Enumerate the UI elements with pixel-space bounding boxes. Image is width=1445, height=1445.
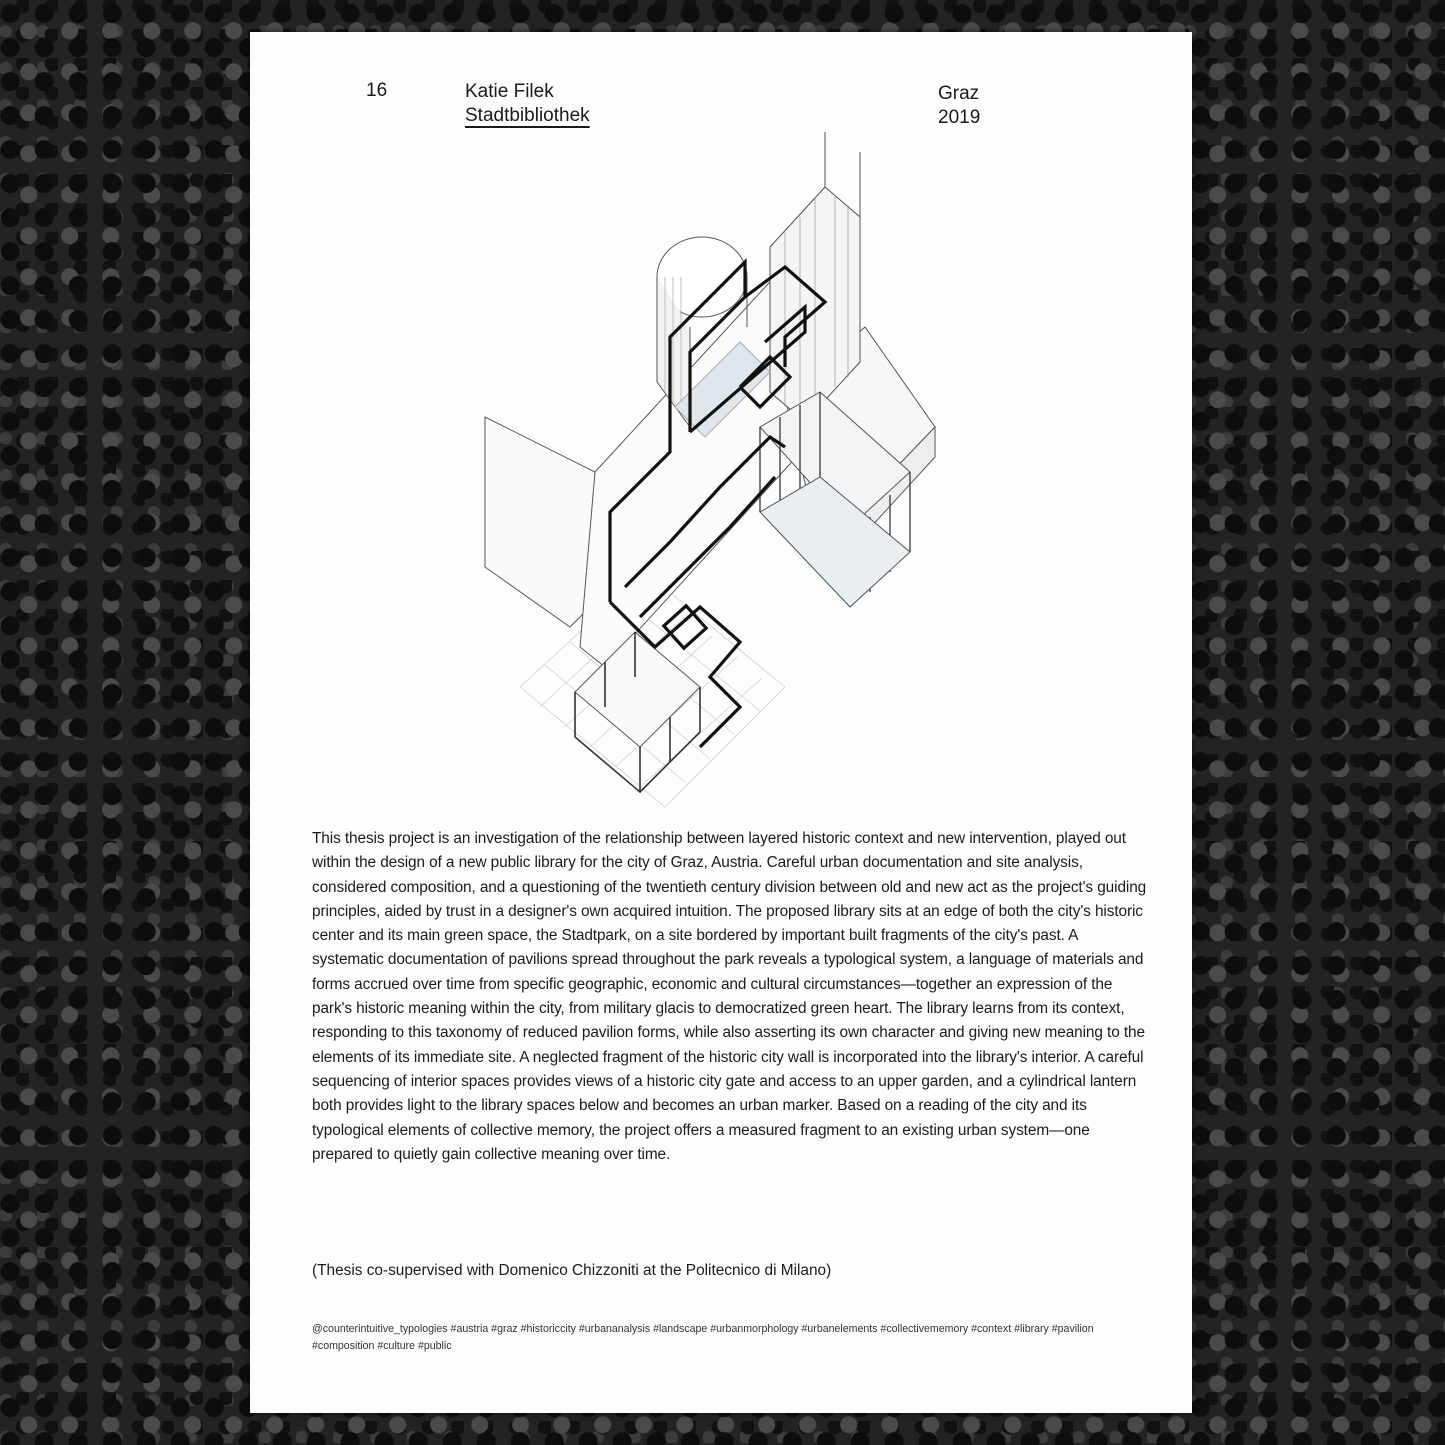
thesis-credit: (Thesis co-supervised with Domenico Chizzoniti at the Politecnico di Milano): [312, 1262, 832, 1279]
axonometric-drawing: [440, 127, 960, 827]
magazine-page: [250, 32, 1192, 1413]
hashtag-list: @counterintuitive_typologies #austria #graz #historiccity #urbananalysis #landscape #urbanmorphology #urbanelements #collectivememory #context #library #pavilion #composition #culture #public: [312, 1323, 1094, 1352]
project-title: Stadtbibliothek: [465, 105, 590, 126]
page-number: 16: [366, 80, 388, 101]
project-city: Graz: [938, 83, 980, 104]
project-year: 2019: [938, 107, 981, 128]
author-name: Katie Filek: [465, 81, 554, 102]
body-paragraph: This thesis project is an investigation of the relationship between layered historic context and new intervention, played out within the design of a new public library for the city of Graz, Austria. Careful urban documentation and site analysis, considered composition, and a questioning of the twentieth century division between old and new act as the project's guiding principles, aided by trust in a designer's own acquired intuition. The proposed library sits at an edge of both the city's historic center and its main green space, the Stadtpark, on a site bordered by important built fragments of the city's past. A systematic documentation of pavilions spread throughout the park reveals a typological system, a language of materials and forms accrued over time from specific geographic, economic and cultural circumstances—together an expression of the park's historic meaning within the city, from military glacis to democratized green heart. The library learns from its context, responding to this taxonomy of reduced pavilion forms, while also asserting its own character and giving new meaning to the elements of its immediate site. A neglected fragment of the historic city wall is incorporated into the library's interior. A careful sequencing of interior spaces provides views of a historic city gate and access to an upper garden, and a cylindrical lantern both provides light to the library spaces below and becomes an urban marker. Based on a reading of the city and its typological elements of collective memory, the project offers a measured fragment to an existing urban system—one prepared to quietly gain collective meaning over time.: [312, 830, 1147, 1163]
